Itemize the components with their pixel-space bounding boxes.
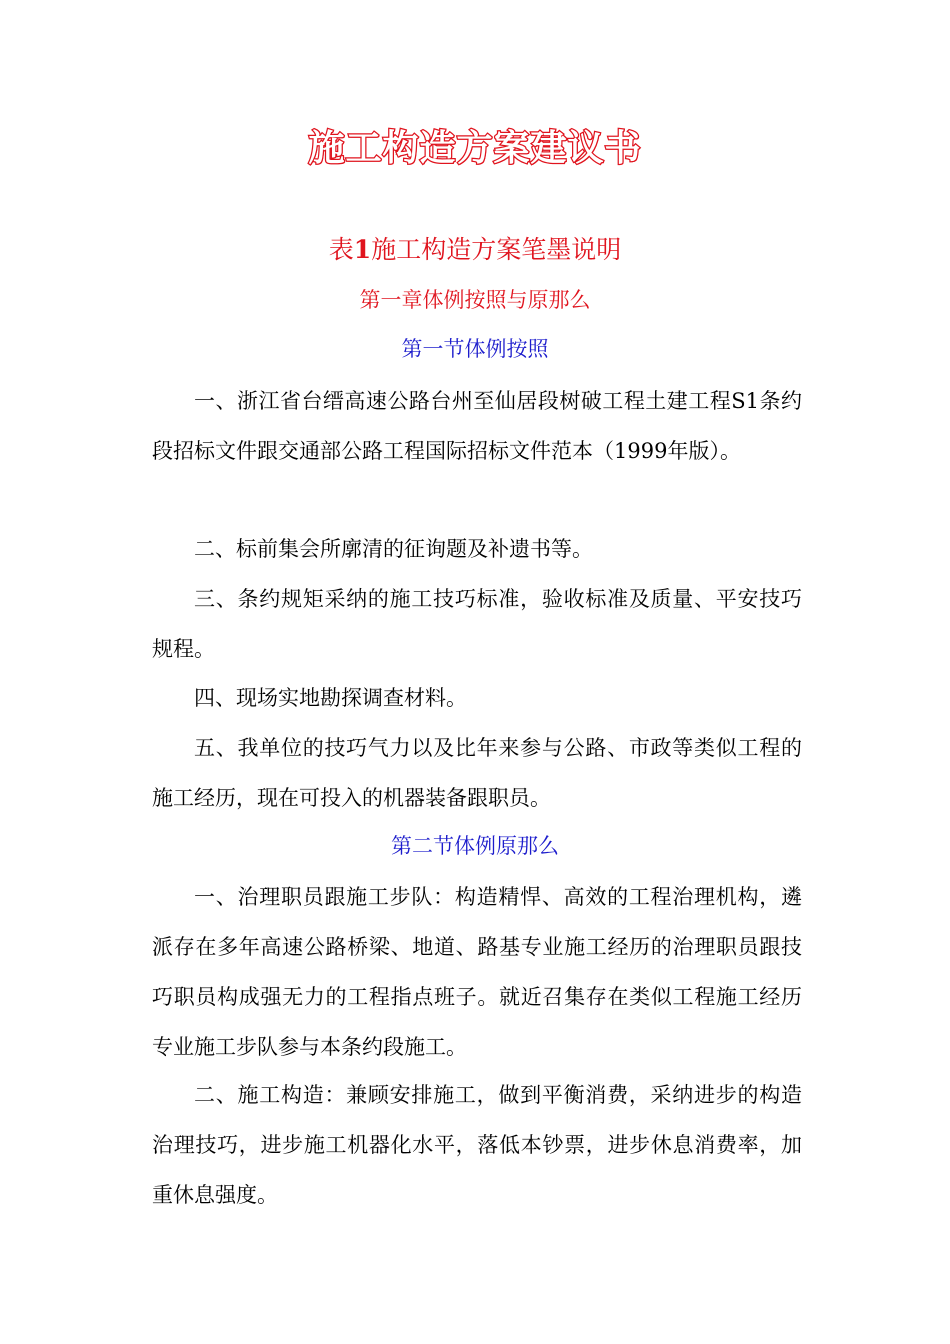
paragraph-basis-2: 二、标前集会所廓清的征询题及补遗书等。 [194, 537, 593, 561]
table-caption [0, 230, 950, 270]
table-caption-prefix: 表 [328, 235, 354, 264]
paragraph-principles-1: 一、治理职员跟施工步队：构造精悍、高效的工程治理机构，遴派存在多年高速公路桥梁、地道、路基专业施工经历的治理职员跟技巧职员构成强无力的工程指点班子。就近召集存在类似工程施工经历专业施工步队参与本条约段施工。 [152, 885, 802, 1059]
paragraph-basis-5: 五、我单位的技巧气力以及比年来参与公路、市政等类似工程的施工经历，现在可投入的机器装备跟职员。 [152, 736, 802, 810]
paragraph-basis-4: 四、现场实地勘探调查材料。 [194, 686, 467, 710]
document-title: 施工构造方案建议书 [308, 128, 642, 169]
section-title-basis: 第一节体例按照 [401, 337, 549, 361]
section-title-principles: 第二节体例原那么 [391, 834, 559, 858]
paragraph-basis-1: 一、浙江省台缙高速公路台州至仙居段树破工程土建工程S1条约段招标文件跟交通部公路工程国际招标文件范本（1999年版）。 [152, 389, 802, 463]
paragraph-basis-3: 三、条约规矩采纳的施工技巧标准，验收标准及质量、平安技巧规程。 [152, 587, 802, 661]
table-caption-text: 施工构造方案笔墨说明 [371, 235, 622, 264]
paragraph-principles-2: 二、施工构造：兼顾安排施工，做到平衡消费，采纳进步的构造治理技巧，进步施工机器化水平，落低本钞票，进步休息消费率，加重休息强度。 [152, 1083, 802, 1207]
table-caption-number: 1 [353, 235, 372, 264]
chapter-title: 第一章体例按照与原那么 [359, 288, 591, 312]
